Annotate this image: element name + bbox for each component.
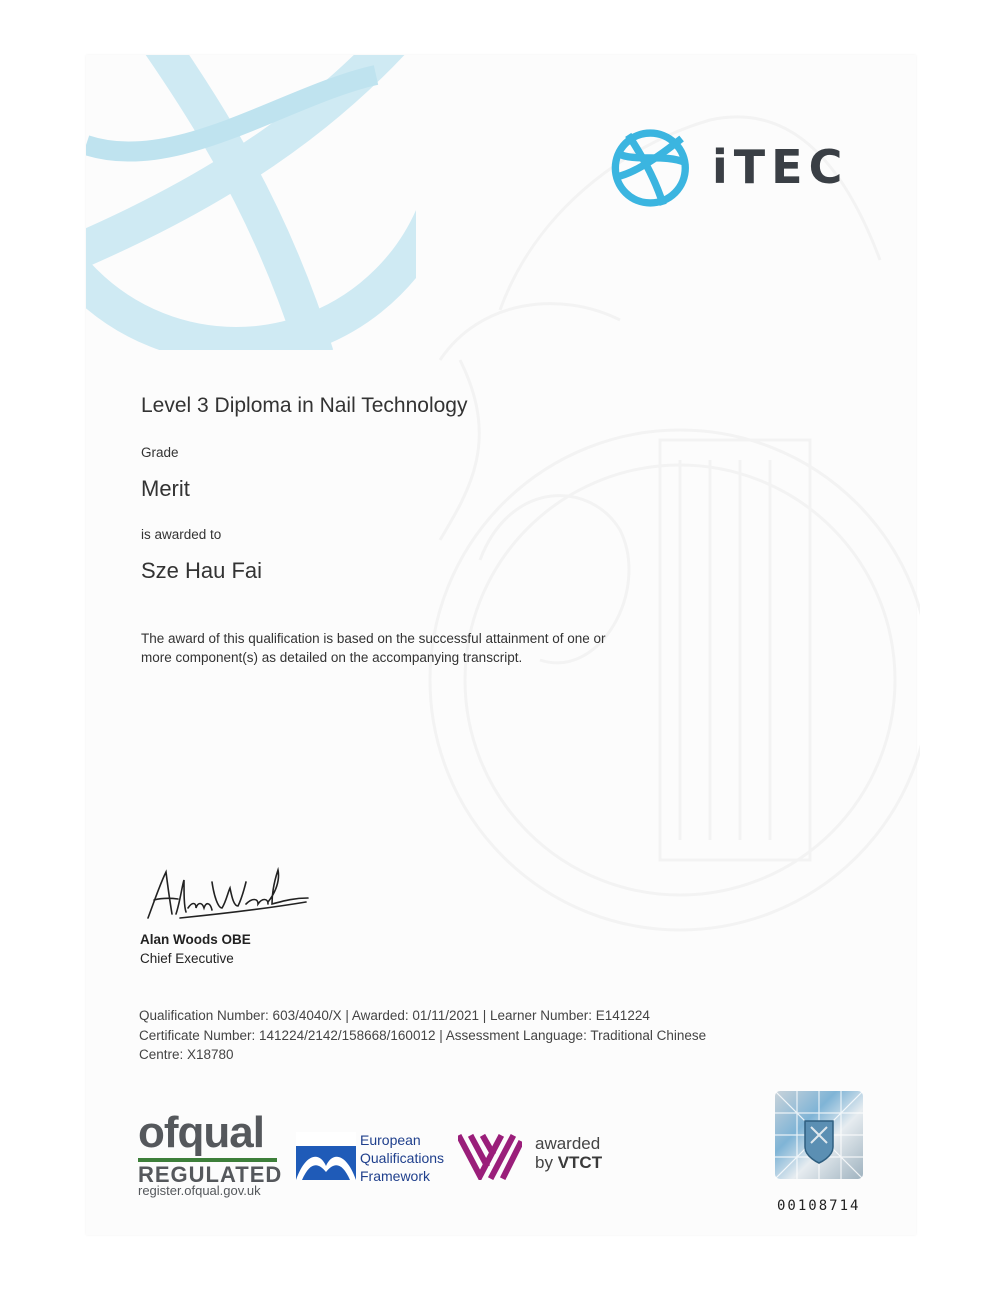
details-line-3: Centre: X18780 (139, 1047, 234, 1062)
details-line-2: Certificate Number: 141224/2142/158668/160012 | Assessment Language: Traditional Chinese (139, 1027, 707, 1043)
vtct-name: VTCT (557, 1153, 603, 1172)
hologram-seal-icon (775, 1091, 863, 1179)
learner-name: Sze Hau Fai (141, 558, 263, 583)
ofqual-logo-text: ofqual (138, 1108, 264, 1157)
grade-label: Grade (141, 445, 179, 460)
brand-name: iTEC (712, 140, 849, 194)
qualification-title: Level 3 Diploma in Nail Technology (141, 394, 468, 417)
serial-number: 00108714 (777, 1198, 861, 1214)
vtct-by: by (535, 1153, 558, 1172)
eqf-line-1: European (360, 1132, 421, 1148)
ofqual-regulated: REGULATED (138, 1158, 277, 1188)
eqf-line-2: Qualifications (360, 1150, 445, 1166)
award-statement-line-2: more component(s) as detailed on the accompanying transcript. (141, 650, 523, 665)
vtct-label (535, 1134, 602, 1172)
awarded-to-label: is awarded to (141, 527, 222, 542)
certificate-details (139, 1006, 706, 1065)
globe-watermark-icon (86, 55, 416, 350)
signatory-name: Alan Woods OBE (140, 932, 251, 947)
vtct-line-1: awarded (535, 1134, 601, 1153)
award-statement-line-1: The award of this qualification is based on the successful attainment of one or (141, 631, 606, 646)
eqf-logo-icon (296, 1132, 356, 1180)
itec-globe-logo-icon (608, 122, 700, 214)
ofqual-url: register.ofqual.gov.uk (138, 1183, 261, 1198)
grade-value: Merit (141, 476, 190, 501)
eqf-line-3: Framework (360, 1168, 431, 1184)
signature-icon (140, 862, 310, 924)
signatory-role: Chief Executive (140, 951, 234, 966)
details-line-1: Qualification Number: 603/4040/X | Awarded: 01/11/2021 | Learner Number: E141224 (139, 1008, 650, 1023)
eqf-label (360, 1131, 444, 1185)
vtct-logo-icon (458, 1130, 522, 1180)
award-statement (141, 629, 661, 667)
vtct-line-2 (535, 1153, 602, 1172)
